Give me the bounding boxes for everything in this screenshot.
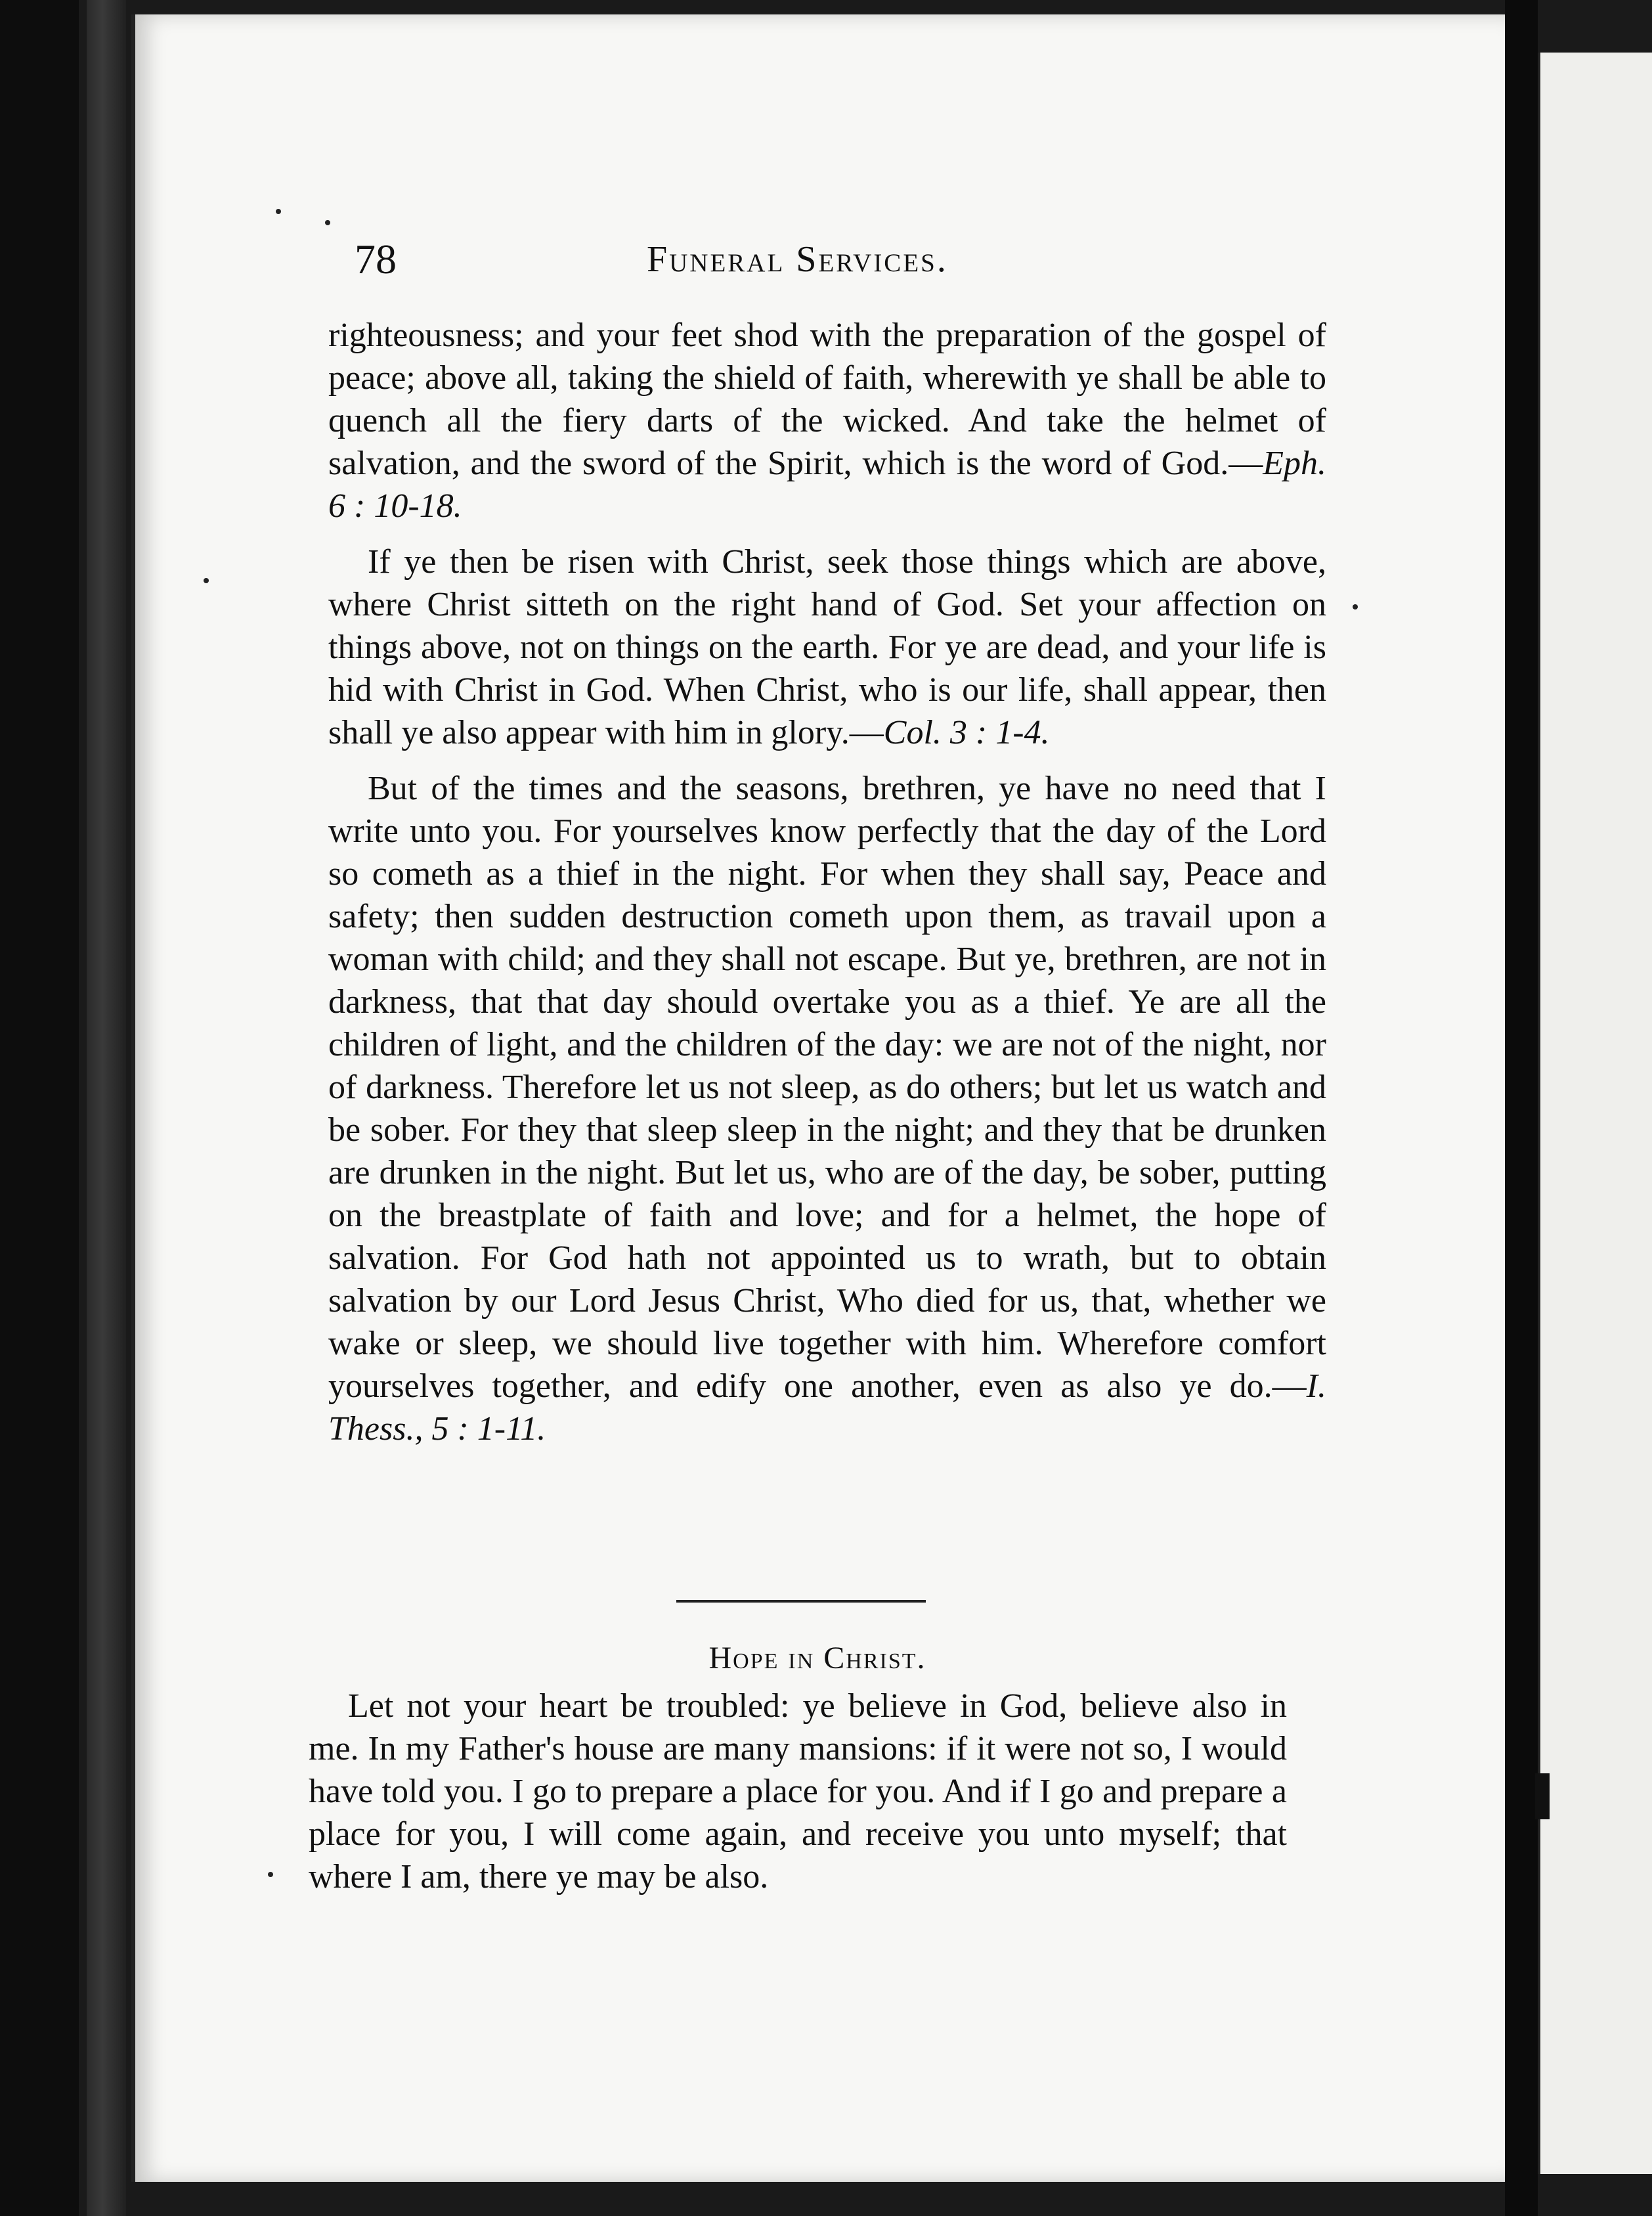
passage-text: But of the times and the seasons, brethren, ye have no need that I write unto you. For yourselves know perfectly that the day of the Lord so cometh as a thief in the night. For when they shall say, Peace and safety; then sudden destruction cometh upon them, as travail upon a woman with child; and they shall not escape. But ye, brethren, are not in darkness, that that day should overtake you as a thief. Ye are all the children of light, and the children of the day: we are not of the night, nor of darkness. Therefore let us not sleep, as do others; but let us watch and be sober. For they that sleep sleep in the night; and they that be drunken are drunken in the night. But let us, who are of the day, be sober, putting on the breastplate of faith and love; and for a helmet, the hope of salvation. For God hath not appointed us to wrath, but to obtain salvation by our Lord Jesus Christ, Who died for us, that, whether we wake or sleep, we should live together with him. Wherefore comfort yourselves together, and edify one another, even as also ye do.— [328,770,1326,1405]
ink-speck [204,578,209,583]
next-page-edge [1538,53,1652,2174]
passage-citation: Eph. 6 : 10-18. [328,445,1326,525]
passage-colossians [328,541,1326,754]
section-title: Hope in Christ. [708,1641,926,1675]
book-spine [87,0,126,2216]
hope-in-christ-text: Let not your heart be troubled: ye believe in God, believe also in me. In my Father's house are many mansions: if it were not so, I would have told you. I go to prepare a place for you. And if I go and prepare a place for you, I will come again, and receive you unto myself; that where I am, there ye may be also. [309,1687,1287,1895]
passage-text: righteousness; and your feet shod with the preparation of the gospel of peace; above all, taking the shield of faith, wherewith ye shall be able to quench all the fiery darts of the wicked. And take the helmet of salvation, and the sword of the Spirit, which is the word of God.— [328,317,1326,482]
passage-thessalonians [328,767,1326,1450]
ink-speck [268,1872,273,1877]
running-head: Funeral Services. [647,239,948,280]
page-header [355,223,1339,296]
passage-text: If ye then be risen with Christ, seek those things which are above, where Christ sitteth on the right hand of God. Set your affection on things above, not on things on the earth. For ye are dead, and your life is hid with Christ in God. When Christ, who is our life, shall appear, then shall ye also appear with him in glory.— [328,543,1326,751]
page-number: 78 [355,236,397,282]
page-gutter [1505,0,1538,2216]
page-mark [1535,1773,1550,1819]
ink-speck [325,220,330,225]
ink-speck [1353,604,1358,609]
scripture-text [328,314,1326,1450]
left-book-edge [0,0,79,2216]
passage-citation: I. Thess., 5 : 1-11. [328,1367,1326,1448]
passage-ephesians [328,314,1326,527]
ink-speck [276,209,281,214]
section-divider [676,1600,926,1603]
passage-citation: Col. 3 : 1-4. [883,714,1050,751]
